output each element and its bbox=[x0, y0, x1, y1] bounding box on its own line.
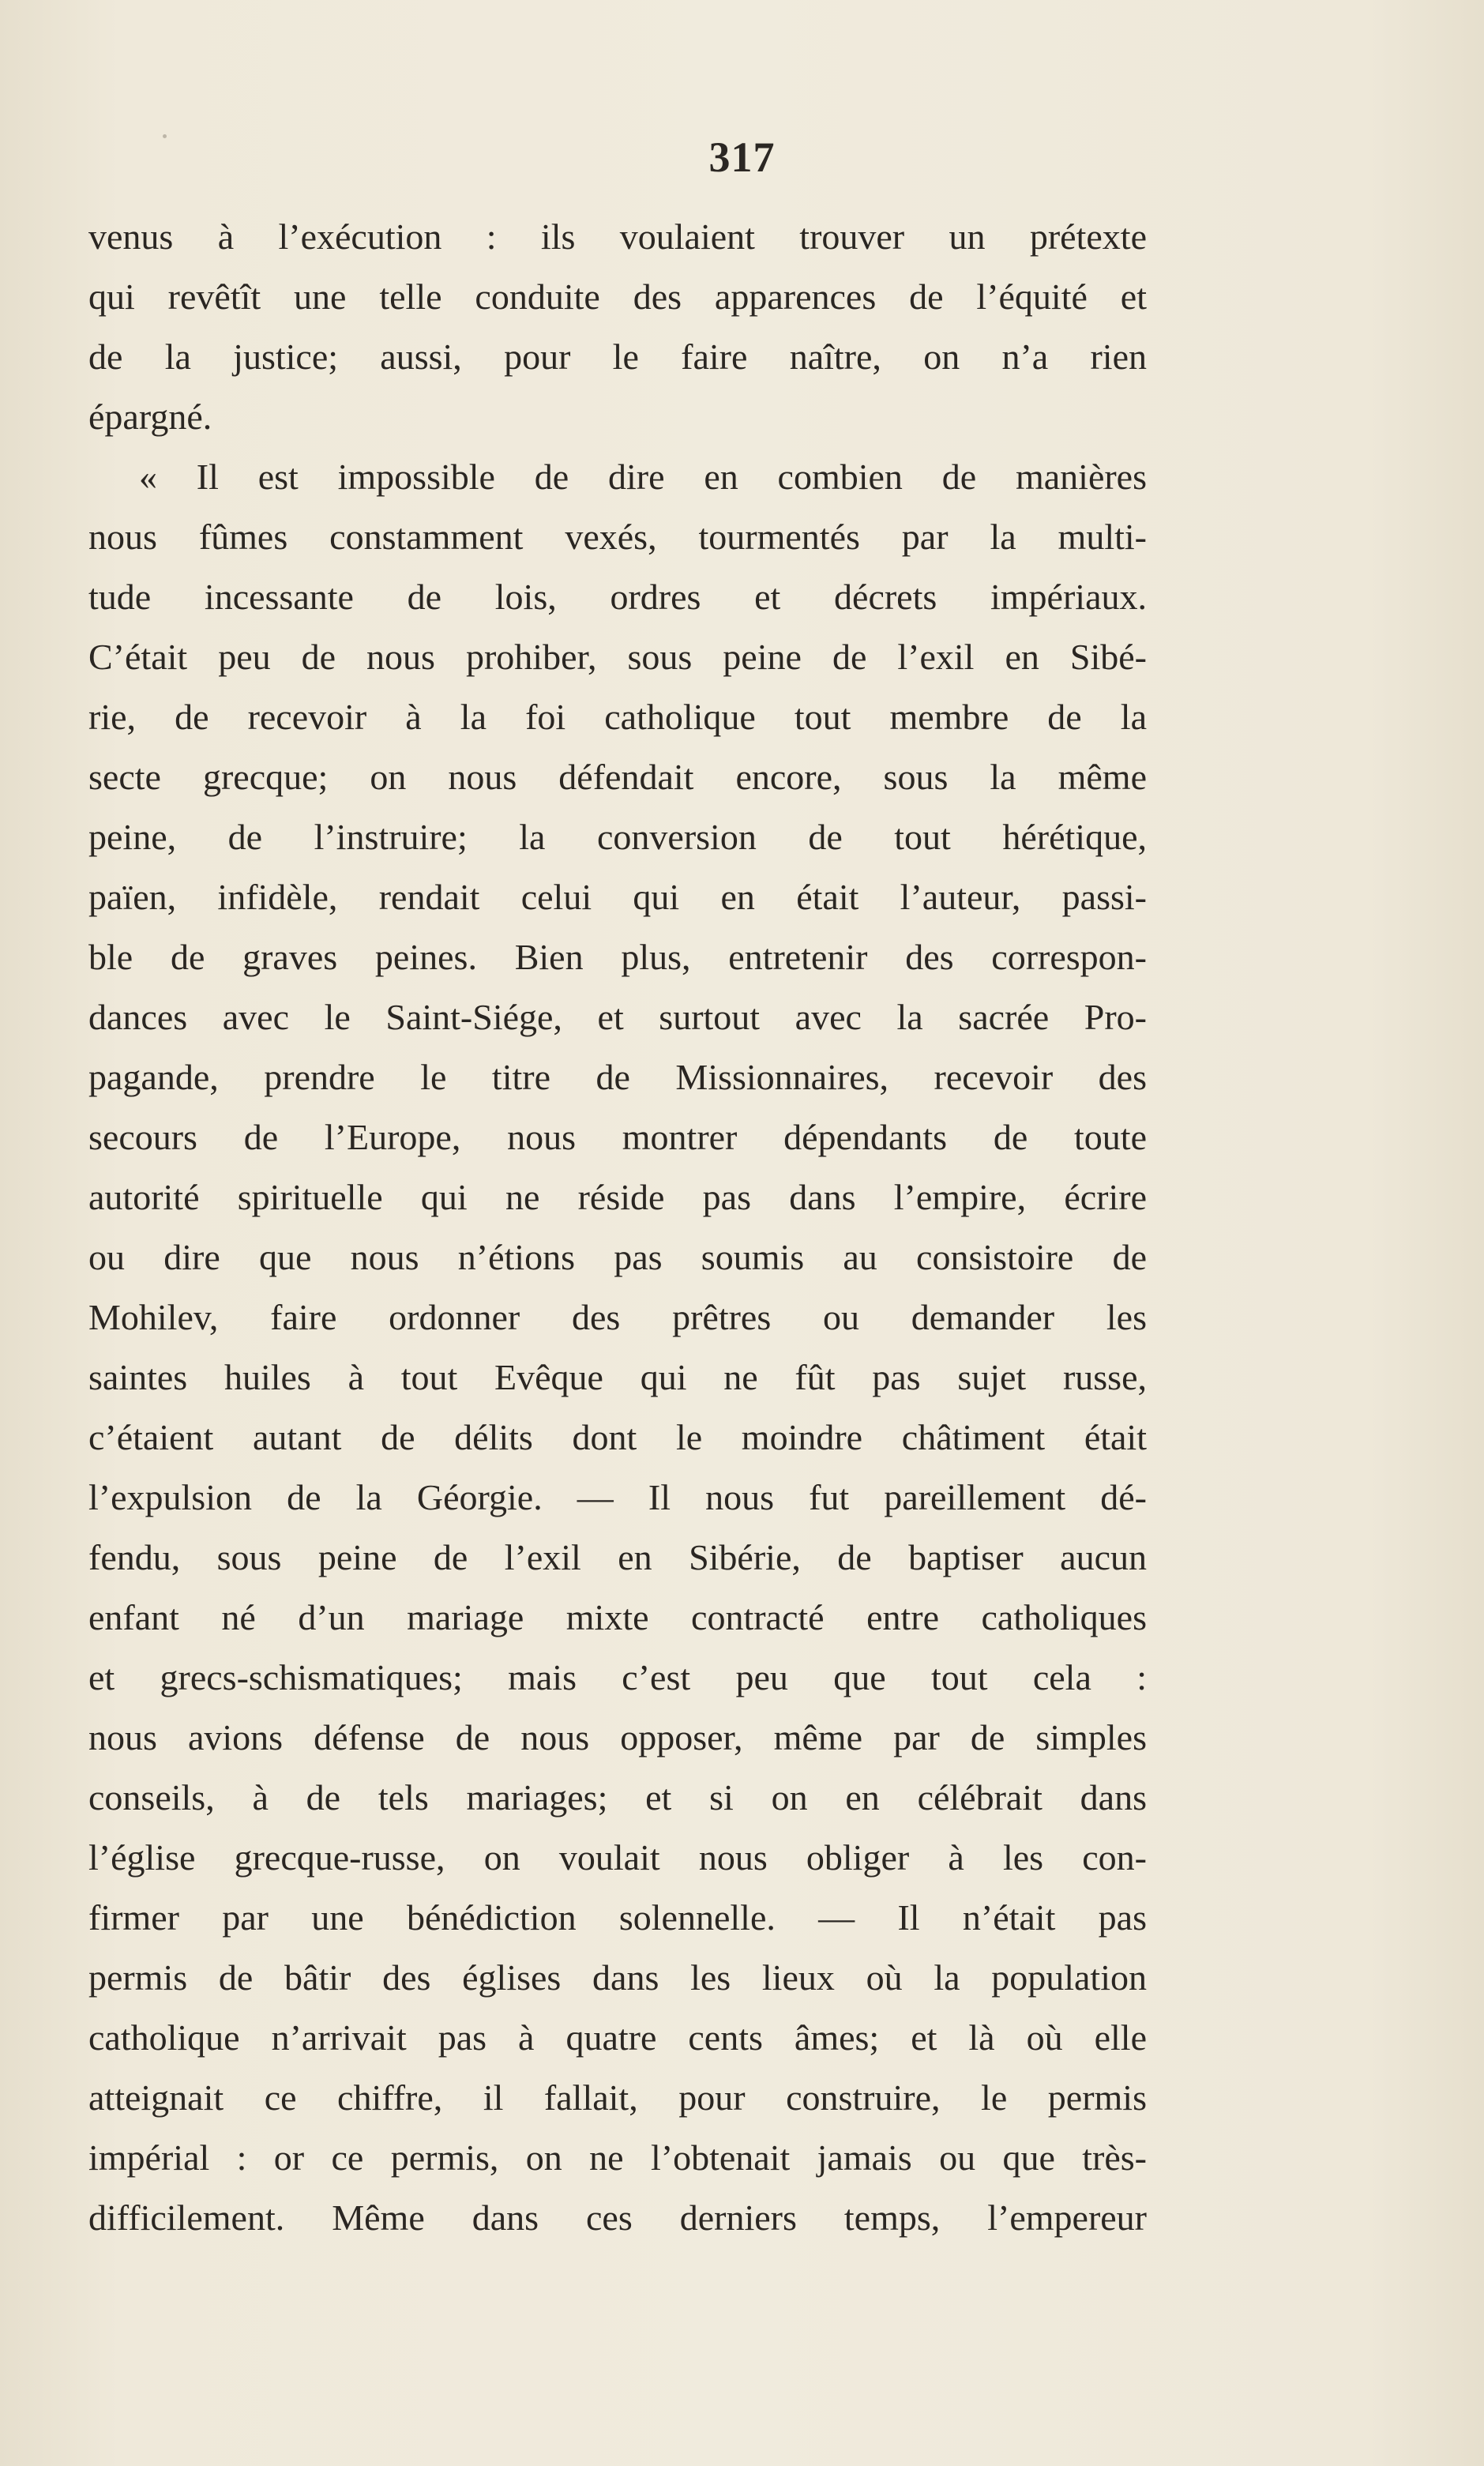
text-line: nous avions défense de nous opposer, même par de simples bbox=[88, 1717, 1147, 1757]
text-line: peine, de l’instruire; la conversion de tout hérétique, bbox=[88, 817, 1147, 857]
text-line: permis de bâtir des églises dans les lieux où la population bbox=[88, 1957, 1147, 1998]
text-line: pagande, prendre le titre de Missionnaires, recevoir des bbox=[88, 1057, 1147, 1097]
text-line: saintes huiles à tout Evêque qui ne fût pas sujet russe, bbox=[88, 1357, 1147, 1397]
text-line: autorité spirituelle qui ne réside pas dans l’empire, écrire bbox=[88, 1177, 1147, 1217]
text-line: difficilement. Même dans ces derniers temps, l’empereur bbox=[88, 2197, 1147, 2238]
page-number: 317 bbox=[708, 133, 776, 181]
text-line: conseils, à de tels mariages; et si on en célébrait dans bbox=[88, 1777, 1147, 1818]
text-line: nous fûmes constamment vexés, tourmentés par la multi- bbox=[88, 517, 1147, 557]
text-line: fendu, sous peine de l’exil en Sibérie, de baptiser aucun bbox=[88, 1537, 1147, 1577]
text-line: l’église grecque-russe, on voulait nous obliger à les con- bbox=[88, 1837, 1147, 1878]
text-line: firmer par une bénédiction solennelle. — Il n’était pas bbox=[88, 1897, 1147, 1938]
text-line: c’étaient autant de délits dont le moindre châtiment était bbox=[88, 1417, 1147, 1457]
text-line: ou dire que nous n’étions pas soumis au consistoire de bbox=[88, 1237, 1147, 1277]
body-text bbox=[88, 207, 1147, 2248]
text-line: l’expulsion de la Géorgie. — Il nous fut pareillement dé- bbox=[88, 1477, 1147, 1517]
text-line: impérial : or ce permis, on ne l’obtenait jamais ou que très- bbox=[88, 2137, 1147, 2178]
text-line: de la justice; aussi, pour le faire naître, on n’a rien bbox=[88, 336, 1147, 377]
text-line: secte grecque; on nous défendait encore, sous la même bbox=[88, 757, 1147, 797]
paragraph-start-line: « Il est impossible de dire en combien de manières bbox=[139, 457, 1147, 497]
text-line: rie, de recevoir à la foi catholique tout membre de la bbox=[88, 697, 1147, 737]
text-line: Mohilev, faire ordonner des prêtres ou demander les bbox=[88, 1297, 1147, 1337]
text-line: tude incessante de lois, ordres et décrets impériaux. bbox=[88, 577, 1147, 617]
text-line: dances avec le Saint-Siége, et surtout avec la sacrée Pro- bbox=[88, 997, 1147, 1037]
text-line: ble de graves peines. Bien plus, entretenir des correspon- bbox=[88, 937, 1147, 977]
text-line: secours de l’Europe, nous montrer dépendants de toute bbox=[88, 1117, 1147, 1157]
text-line: catholique n’arrivait pas à quatre cents âmes; et là où elle bbox=[88, 2017, 1147, 2058]
text-line: venus à l’exécution : ils voulaient trouver un prétexte bbox=[88, 216, 1147, 257]
text-line: C’était peu de nous prohiber, sous peine de l’exil en Sibé- bbox=[88, 637, 1147, 677]
text-line: atteignait ce chiffre, il fallait, pour construire, le permis bbox=[88, 2077, 1147, 2118]
text-line: et grecs-schismatiques; mais c’est peu que tout cela : bbox=[88, 1657, 1147, 1697]
text-line: épargné. bbox=[88, 397, 212, 437]
text-line: païen, infidèle, rendait celui qui en était l’auteur, passi- bbox=[88, 877, 1147, 917]
text-line: enfant né d’un mariage mixte contracté entre catholiques bbox=[88, 1597, 1147, 1637]
text-line: qui revêtît une telle conduite des apparences de l’équité et bbox=[88, 276, 1147, 317]
